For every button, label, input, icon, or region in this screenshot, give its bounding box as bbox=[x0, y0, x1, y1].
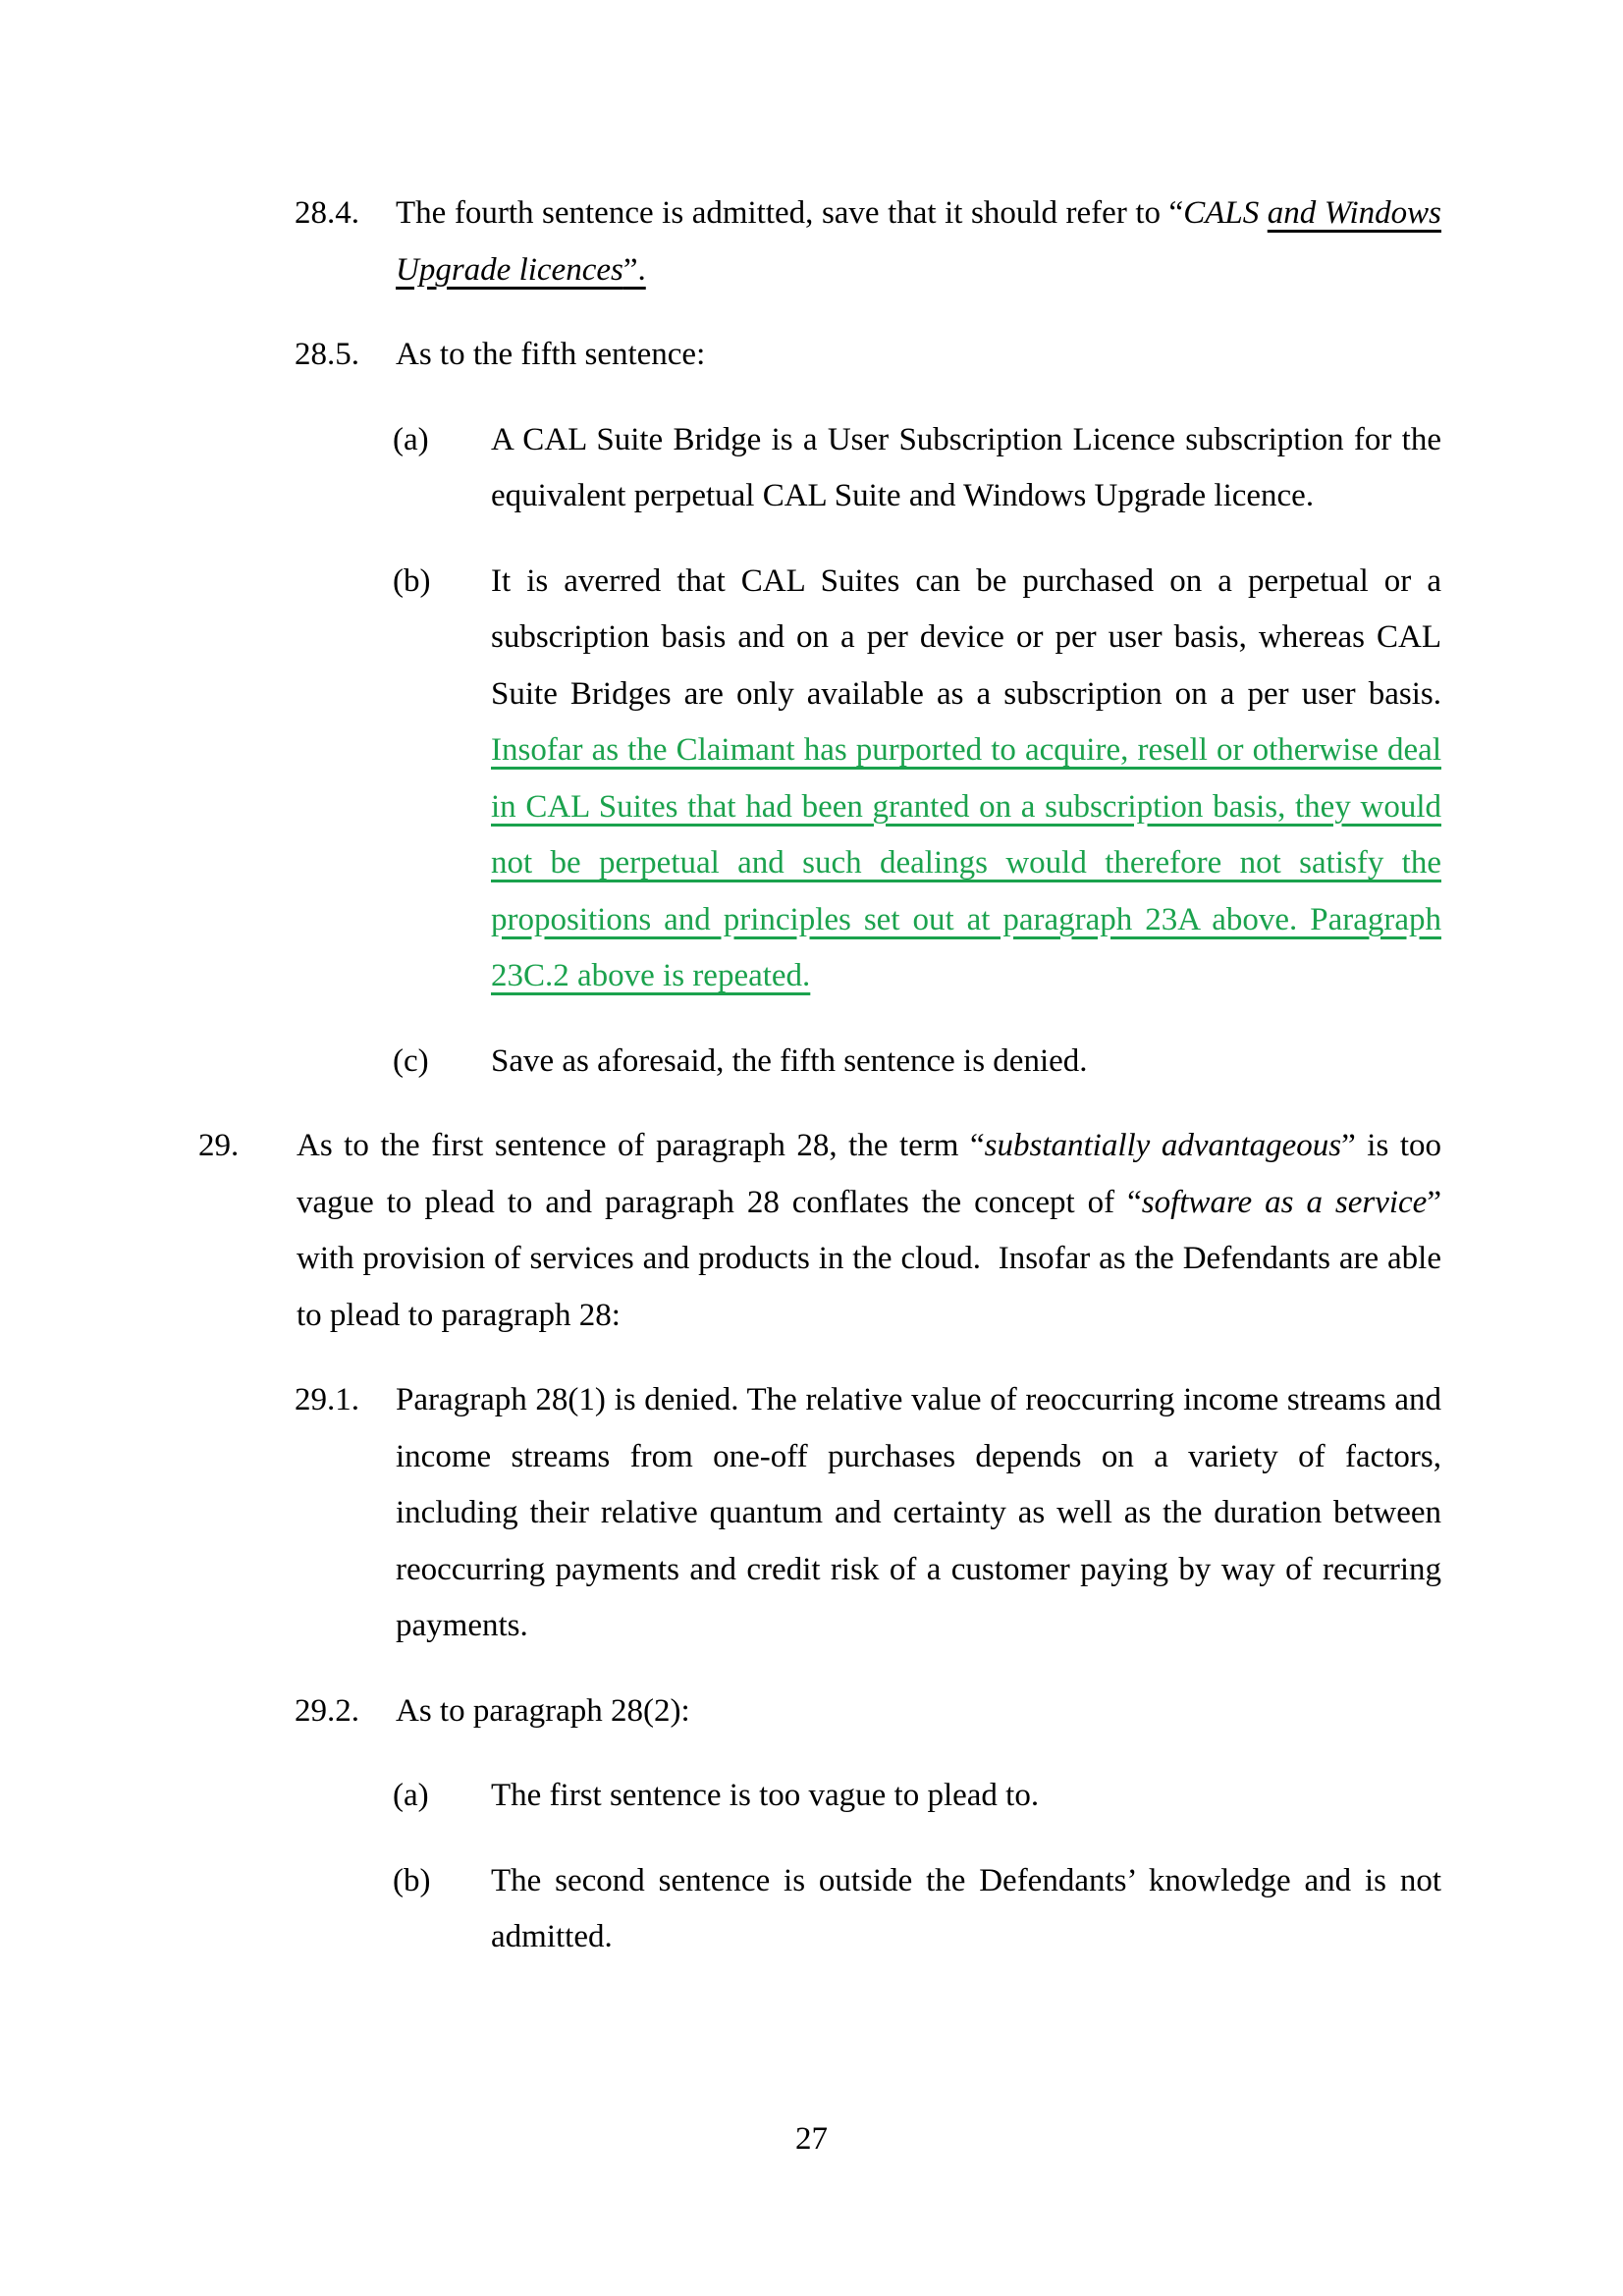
paragraph-28-5-a bbox=[393, 412, 1441, 525]
paragraph-number: 28.4. bbox=[295, 195, 359, 231]
document-body bbox=[0, 186, 1623, 1995]
paragraph-29-2-a bbox=[393, 1768, 1441, 1825]
paragraph-number: (b) bbox=[393, 562, 431, 599]
paragraph-29 bbox=[198, 1118, 1441, 1344]
paragraph-number: (a) bbox=[393, 1778, 429, 1813]
paragraph-text: As to the fifth sentence: bbox=[396, 337, 706, 372]
paragraph-number: (a) bbox=[393, 421, 429, 457]
paragraph-29-2 bbox=[295, 1683, 1441, 1740]
paragraph-28-4 bbox=[295, 186, 1442, 298]
paragraph-28-5-b bbox=[393, 554, 1441, 1005]
paragraph-text: A CAL Suite Bridge is a User Subscription Licence subscription for the equivalent perpetual CAL Suite and Windows Upgrade licence. bbox=[491, 421, 1441, 513]
paragraph-number: 29.2. bbox=[295, 1692, 359, 1729]
paragraph-text: As to the first sentence of paragraph 28, the term “substantially advantageous” is too vague to plead to and paragraph 28 conflates the concept of “software as a service” with provision of services and products in the cloud. Insofar as the Defendants are able to plead to paragraph 28: bbox=[297, 1128, 1441, 1333]
paragraph-number: 29. bbox=[198, 1128, 240, 1163]
paragraph-number: 28.5. bbox=[295, 337, 359, 372]
paragraph-text: The fourth sentence is admitted, save that it should refer to “CALS and Windows Upgrade licences”. bbox=[396, 195, 1442, 288]
paragraph-text: The second sentence is outside the Defendants’ knowledge and is not admitted. bbox=[491, 1862, 1441, 1954]
paragraph-text: Paragraph 28(1) is denied. The relative value of reoccurring income streams and income streams from one-off purchases depends on a variety of factors, including their relative quantum and certainty as well as the duration between reoccurring payments and credit risk of a customer paying by way of recurring payments. bbox=[396, 1382, 1441, 1643]
paragraph-29-1 bbox=[295, 1372, 1441, 1655]
paragraph-text: Save as aforesaid, the fifth sentence is denied. bbox=[491, 1042, 1088, 1079]
paragraph-28-5-c bbox=[393, 1034, 1441, 1091]
paragraph-number: 29.1. bbox=[295, 1382, 359, 1417]
paragraph-text: The first sentence is too vague to plead to. bbox=[491, 1778, 1040, 1813]
paragraph-text: It is averred that CAL Suites can be purchased on a perpetual or a subscription basis and on a per device or per user basis, whereas CAL Suite Bridges are only available as a subscription on a per user basis. Insofar as the Claimant has purported to acquire, resell or otherwise deal in CAL Suites that had been granted on a subscription basis, they would not be perpetual and such dealings would therefore not satisfy the propositions and principles set out at paragraph 23A above. Paragraph 23C.2 above is repeated. bbox=[491, 562, 1441, 993]
paragraph-text: As to paragraph 28(2): bbox=[396, 1692, 690, 1729]
paragraph-28-5 bbox=[295, 327, 1441, 384]
page-number: 27 bbox=[795, 2121, 828, 2157]
paragraph-29-2-b bbox=[393, 1853, 1441, 1966]
paragraph-number: (c) bbox=[393, 1042, 429, 1079]
paragraph-number: (b) bbox=[393, 1862, 431, 1898]
